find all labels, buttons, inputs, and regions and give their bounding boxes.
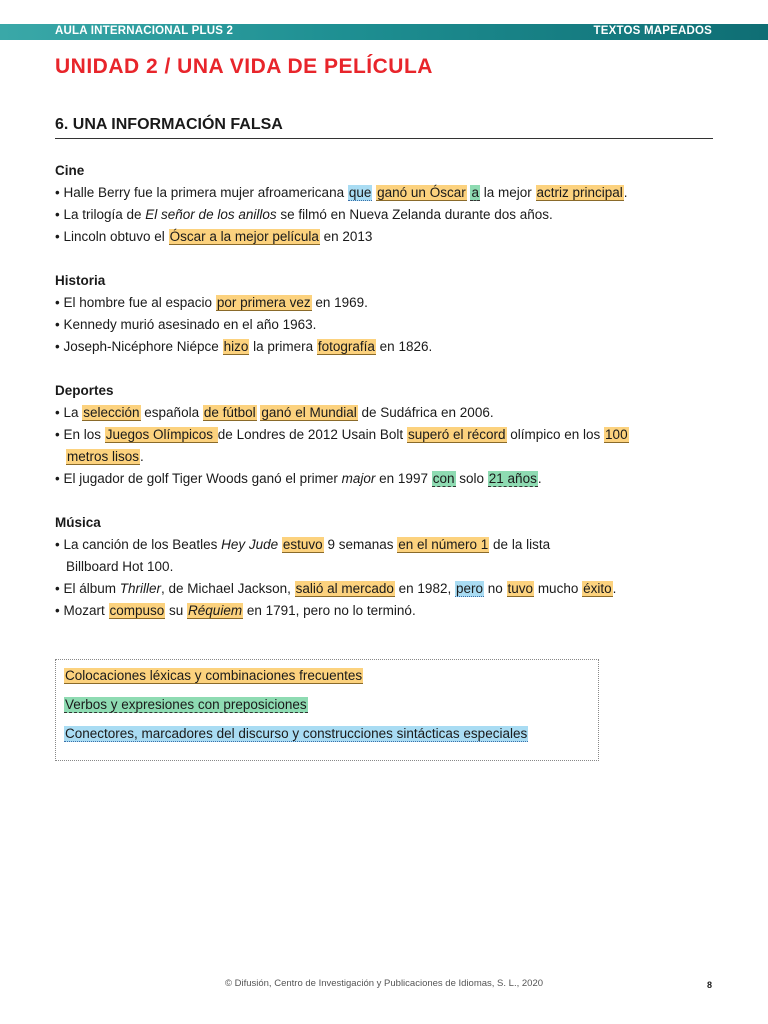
text-segment: Thriller xyxy=(119,581,162,596)
text-segment: no xyxy=(484,581,507,596)
text-segment: 9 semanas xyxy=(323,537,398,552)
list-item xyxy=(55,314,715,336)
list-item xyxy=(55,468,715,490)
text-segment: • En los xyxy=(55,427,105,442)
text-segment: de la lista xyxy=(489,537,551,552)
highlight-collocation: compuso xyxy=(109,603,165,618)
section-label: TEXTOS MAPEADOS xyxy=(593,25,712,37)
text-segment: major xyxy=(341,471,376,486)
highlight-collocation: metros lisos xyxy=(67,449,140,464)
text-segment: en 1982, xyxy=(394,581,455,596)
section-title: 6. UNA INFORMACIÓN FALSA xyxy=(55,116,713,139)
legend-item-connectors: Conectores, marcadores del discurso y construcciones sintácticas especiales xyxy=(65,726,528,741)
text-segment: • El álbum xyxy=(55,581,120,596)
text-segment: • El hombre fue al espacio xyxy=(55,295,216,310)
highlight-collocation: éxito xyxy=(583,581,612,596)
highlight-preposition: con xyxy=(432,471,455,486)
text-segment: • El jugador de golf Tiger Woods ganó el primer xyxy=(55,471,342,486)
highlight-collocation: Óscar a la mejor película xyxy=(169,229,319,244)
header-bar xyxy=(0,24,768,40)
text-segment: se filmó en Nueva Zelanda durante dos años. xyxy=(276,207,553,222)
text-segment: española xyxy=(140,405,203,420)
highlight-collocation: ganó un Óscar xyxy=(377,185,466,200)
highlight-collocation: estuvo xyxy=(282,537,323,552)
list-item xyxy=(55,446,715,468)
highlight-collocation: por primera vez xyxy=(216,295,311,310)
highlight-collocation: de fútbol xyxy=(203,405,256,420)
highlight-collocation: en el número 1 xyxy=(398,537,489,552)
legend-item-collocations: Colocaciones léxicas y combinaciones frecuentes xyxy=(65,668,363,683)
highlight-collocation: 100 xyxy=(605,427,628,442)
unit-title: UNIDAD 2 / UNA VIDA DE PELÍCULA xyxy=(55,55,433,78)
text-segment: • Mozart xyxy=(55,603,109,618)
highlight-collocation: selección xyxy=(83,405,140,420)
text-segment: . xyxy=(140,449,144,464)
list-item xyxy=(55,578,715,600)
text-segment: . xyxy=(612,581,617,596)
list-item xyxy=(55,182,715,204)
category-3 xyxy=(55,512,715,622)
category-0 xyxy=(55,160,715,248)
highlight-connector: que xyxy=(348,185,372,200)
list-item xyxy=(55,336,715,358)
category-title: Historia xyxy=(55,273,106,288)
text-segment: mucho xyxy=(534,581,583,596)
text-segment: olímpico en los xyxy=(506,427,605,442)
text-segment: . xyxy=(623,185,628,200)
text-segment: en 1969. xyxy=(311,295,368,310)
highlight-collocation: ganó el Mundial xyxy=(261,405,357,420)
text-segment: • La canción de los Beatles xyxy=(55,537,222,552)
text-segment: • La trilogía de xyxy=(55,207,146,222)
text-segment: Hey Jude xyxy=(221,537,279,552)
list-item xyxy=(55,534,715,556)
list-item xyxy=(55,402,715,424)
highlight-preposition: 21 años xyxy=(488,471,537,486)
content xyxy=(55,160,715,644)
category-title: Deportes xyxy=(55,383,114,398)
text-segment: en 1997 xyxy=(375,471,432,486)
highlight-collocation: Juegos Olímpicos xyxy=(105,427,217,442)
text-segment: . xyxy=(537,471,542,486)
list-item xyxy=(55,600,715,622)
list-item xyxy=(55,226,715,248)
text-segment: en 1791, pero no lo terminó. xyxy=(243,603,416,618)
highlight-collocation: fotografía xyxy=(317,339,375,354)
highlight-collocation: salió al mercado xyxy=(295,581,394,596)
text-segment: de Londres de 2012 Usain Bolt xyxy=(217,427,407,442)
list-item xyxy=(55,204,715,226)
highlight-preposition: a xyxy=(471,185,479,200)
highlight-collocation: hizo xyxy=(223,339,249,354)
text-segment: Billboard Hot 100. xyxy=(66,559,174,574)
text-segment: su xyxy=(165,603,188,618)
list-item xyxy=(55,424,715,446)
text-segment: solo xyxy=(455,471,488,486)
text-segment: • Halle Berry fue la primera mujer afroamericana xyxy=(55,185,348,200)
highlight-collocation: tuvo xyxy=(507,581,534,596)
category-title: Cine xyxy=(55,163,85,178)
text-segment: , de Michael Jackson, xyxy=(161,581,295,596)
text-segment: en 2013 xyxy=(319,229,373,244)
text-segment: la mejor xyxy=(479,185,536,200)
text-segment: en 1826. xyxy=(375,339,433,354)
text-segment: El señor de los anillos xyxy=(145,207,277,222)
footer-copyright: © Difusión, Centro de Investigación y Publicaciones de Idiomas, S. L., 2020 xyxy=(224,978,544,989)
category-title: Música xyxy=(55,515,101,530)
legend-item-prepositions: Verbos y expresiones con preposiciones xyxy=(65,697,307,712)
highlight-collocation: superó el récord xyxy=(407,427,506,442)
category-1 xyxy=(55,270,715,358)
book-title: AULA INTERNACIONAL PLUS 2 xyxy=(55,25,234,37)
category-2 xyxy=(55,380,715,490)
legend-box xyxy=(55,659,599,761)
text-segment: la primera xyxy=(249,339,317,354)
list-item xyxy=(55,556,715,578)
text-segment: de Sudáfrica en 2006. xyxy=(357,405,494,420)
text-segment: • Joseph-Nicéphore Niépce xyxy=(55,339,223,354)
text-segment: • Lincoln obtuvo el xyxy=(55,229,169,244)
highlight-collocation: actriz principal xyxy=(536,185,623,200)
text-segment: • La xyxy=(55,405,83,420)
highlight-collocation: Réquiem xyxy=(188,603,243,618)
page-number: 8 xyxy=(706,980,712,990)
highlight-connector: pero xyxy=(455,581,483,596)
text-segment: • Kennedy murió asesinado en el año 1963. xyxy=(55,317,317,332)
list-item xyxy=(55,292,715,314)
